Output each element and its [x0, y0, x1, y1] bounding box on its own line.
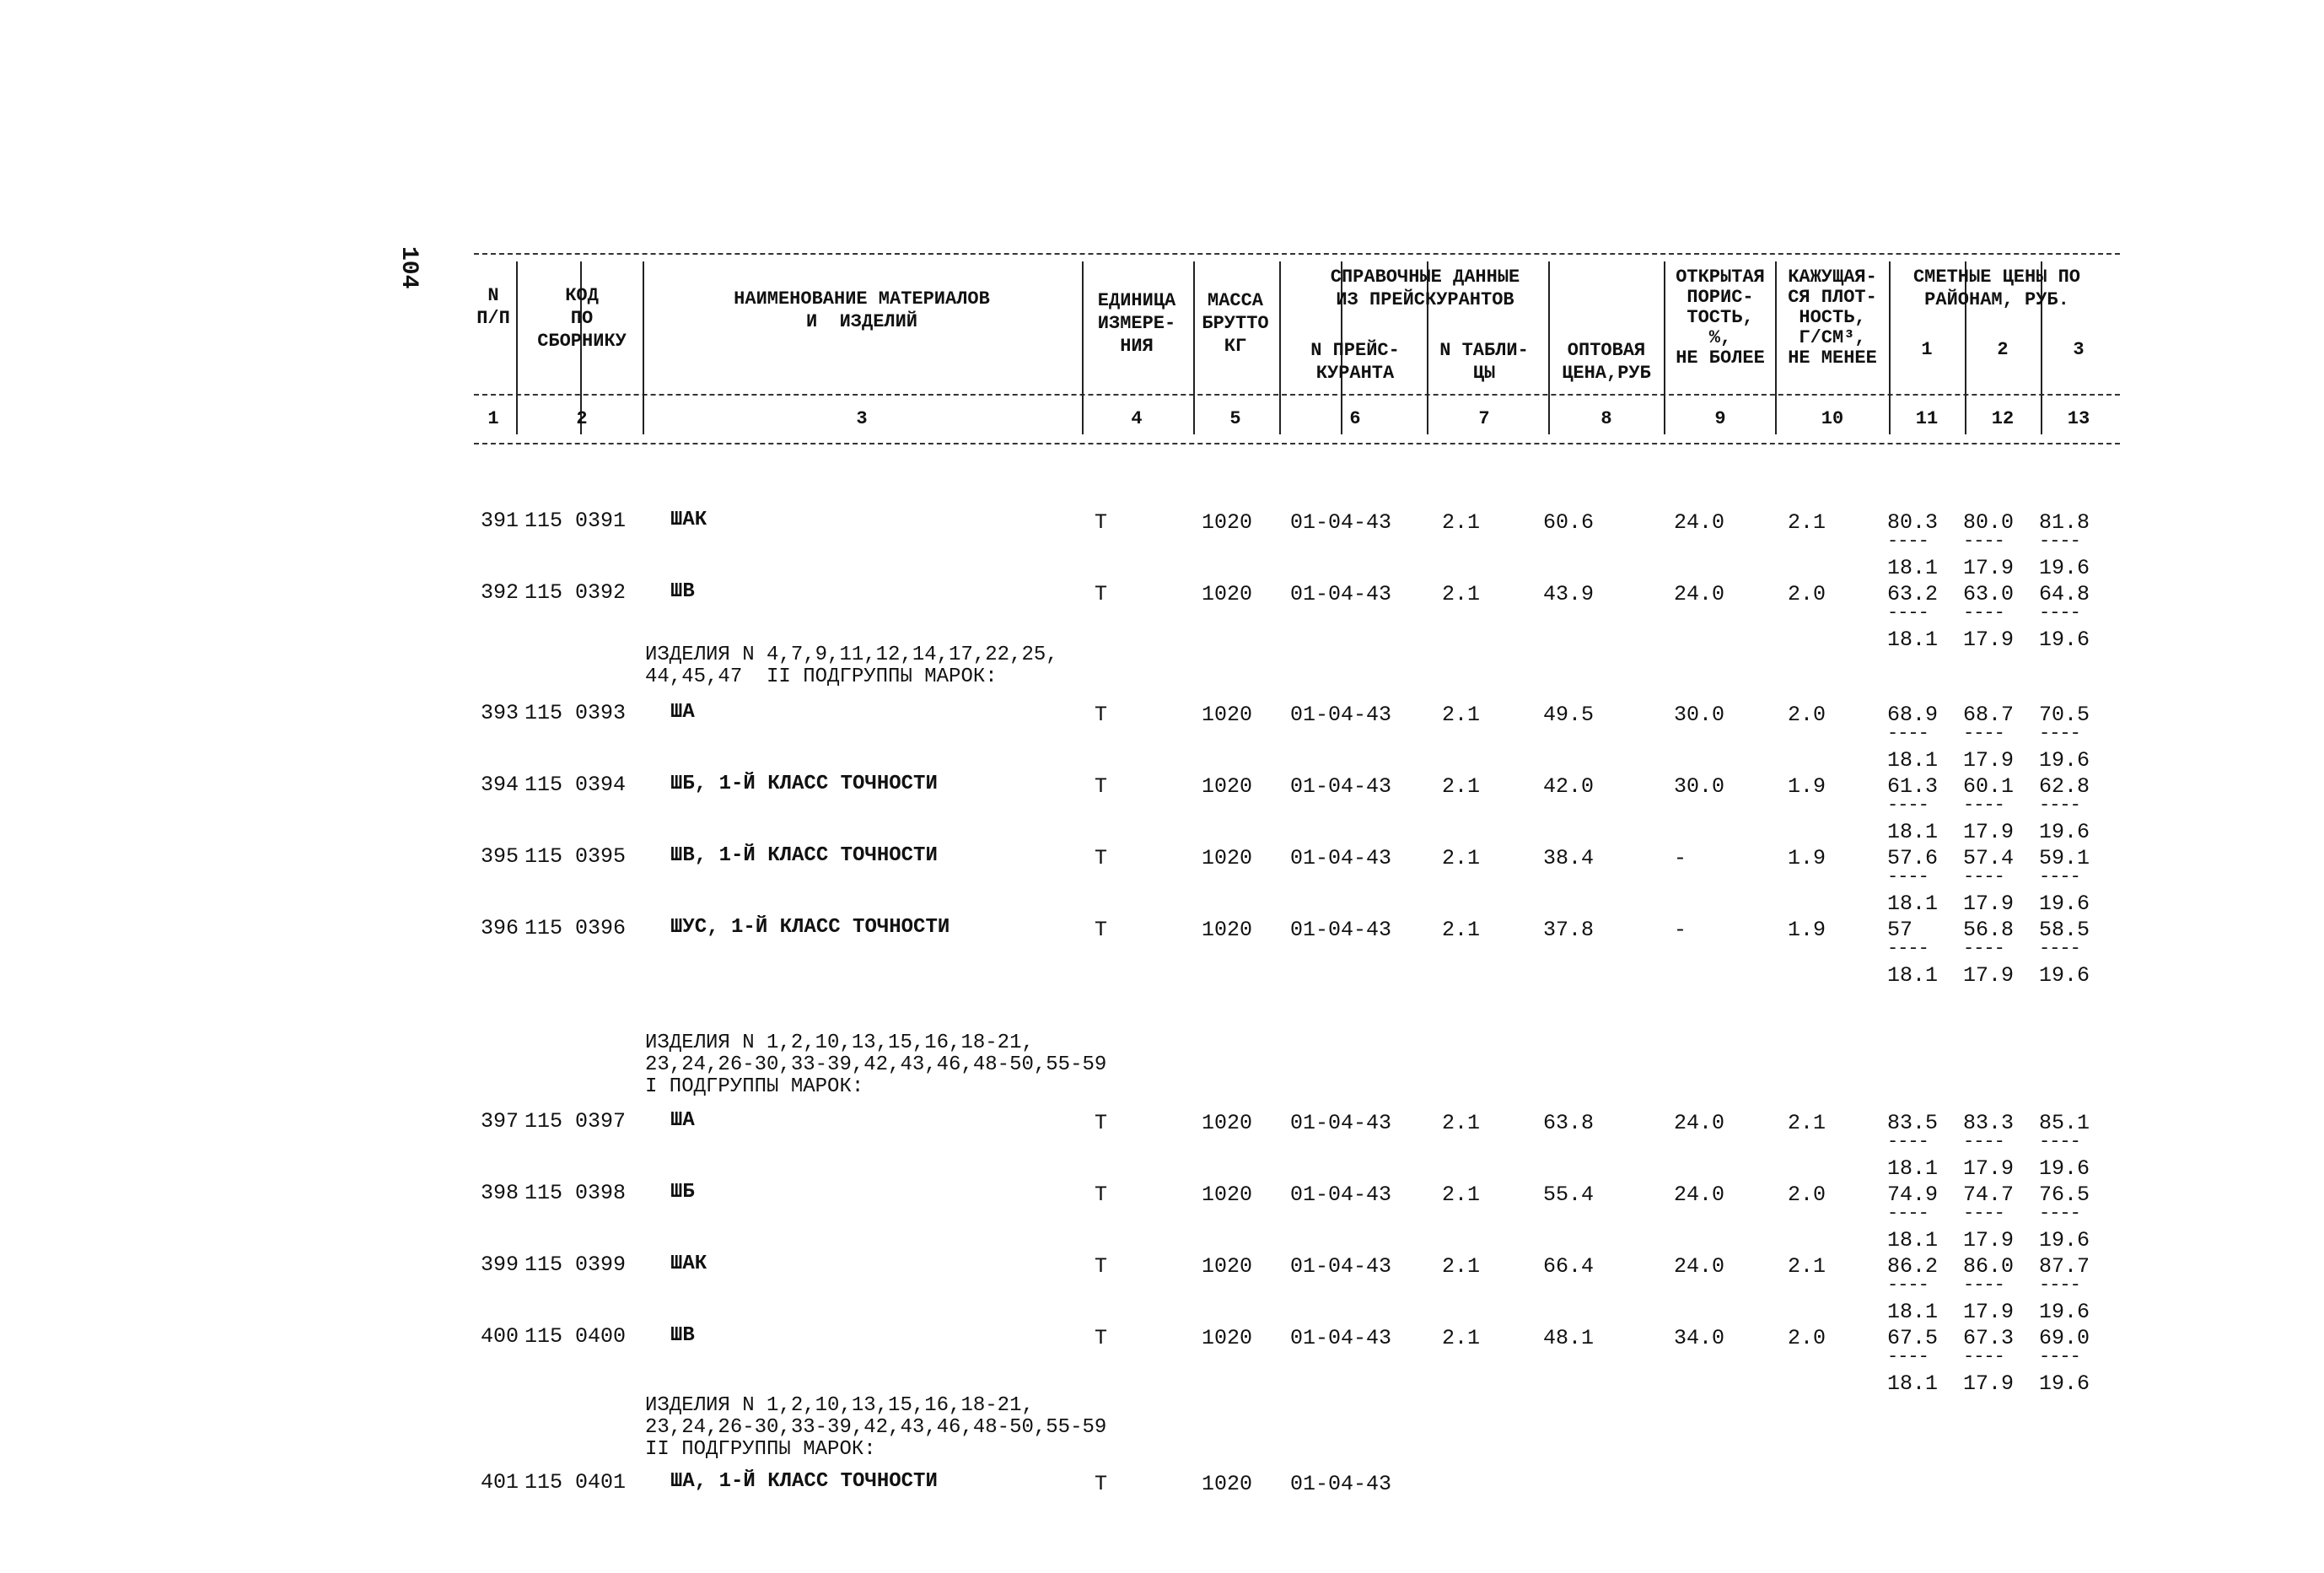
row-price-region: 58.5 [2039, 918, 2090, 942]
row-index: 401 [481, 1470, 519, 1495]
row-surcharge: 17.9 [1963, 963, 2015, 988]
header-col-pricelist: КУРАНТА [1315, 363, 1395, 384]
row-surcharge: 18.1 [1887, 748, 1939, 773]
header-col-mass: КГ [1224, 336, 1247, 357]
row-price-region: 61.3 [1887, 774, 1939, 799]
header-col-table: N ТАБЛИ- [1439, 340, 1529, 361]
row-table: 2.1 [1442, 582, 1481, 606]
header-col-index: П/П [476, 308, 510, 329]
row-price-region: 81.8 [2039, 510, 2090, 535]
row-pricelist: 01-04-43 [1290, 510, 1392, 535]
row-code: 115 0398 [525, 1181, 627, 1205]
row-index: 398 [481, 1181, 519, 1205]
row-code: 115 0396 [525, 916, 627, 940]
header-col-unit: ИЗМЕРЕ- [1097, 313, 1176, 334]
header-column-separator [1664, 261, 1665, 434]
row-surcharge: 19.6 [2039, 748, 2090, 773]
row-surcharge: 17.9 [1963, 1300, 2015, 1324]
fraction-bar: ---- [1887, 1346, 1929, 1367]
fraction-bar: ---- [1963, 1131, 2004, 1152]
row-mass: 1020 [1202, 1254, 1253, 1279]
header-column-number: 6 [1349, 408, 1361, 429]
row-price-region: 74.7 [1963, 1182, 2015, 1207]
row-index: 393 [481, 701, 519, 725]
header-group-reference: СПРАВОЧНЫЕ ДАННЫЕ [1330, 267, 1520, 288]
header-column-number: 12 [1991, 408, 2015, 429]
fraction-bar: ---- [1963, 1203, 2004, 1224]
header-col-density: СЯ ПЛОТ- [1788, 287, 1877, 308]
header-col-unit: ЕДИНИЦА [1097, 290, 1176, 311]
fraction-bar: ---- [1887, 795, 1929, 816]
row-table: 2.1 [1442, 1254, 1481, 1279]
header-bottom-rule [474, 443, 2120, 444]
header-column-number: 11 [1915, 408, 1939, 429]
header-col-code: ПО [570, 308, 594, 329]
row-surcharge: 19.6 [2039, 628, 2090, 652]
row-price-region: 68.7 [1963, 703, 2015, 727]
row-pricelist: 01-04-43 [1290, 918, 1392, 942]
row-price-region: 68.9 [1887, 703, 1939, 727]
header-price-region: 1 [1921, 339, 1933, 360]
row-index: 400 [481, 1324, 519, 1349]
row-price: 55.4 [1543, 1182, 1595, 1207]
row-code: 115 0394 [525, 773, 627, 797]
row-surcharge: 18.1 [1887, 820, 1939, 844]
row-porosity: - [1674, 846, 1687, 870]
row-surcharge: 17.9 [1963, 820, 2015, 844]
row-surcharge: 19.6 [2039, 556, 2090, 580]
header-col-name: НАИМЕНОВАНИЕ МАТЕРИАЛОВ [734, 288, 990, 310]
header-col-wholesale: ОПТОВАЯ [1567, 340, 1646, 361]
group-heading: 44,45,47 II ПОДГРУППЫ МАРОК: [645, 665, 998, 688]
header-column-separator [1082, 261, 1084, 434]
row-price-region: 85.1 [2039, 1111, 2090, 1135]
row-density: 2.1 [1788, 1254, 1826, 1279]
row-pricelist: 01-04-43 [1290, 846, 1392, 870]
row-surcharge: 18.1 [1887, 628, 1939, 652]
header-column-number: 8 [1600, 408, 1612, 429]
row-price-region: 63.2 [1887, 582, 1939, 606]
fraction-bar: ---- [1887, 531, 1929, 552]
row-surcharge: 18.1 [1887, 892, 1939, 916]
row-name: ШАК [670, 1252, 707, 1275]
row-density: 2.1 [1788, 510, 1826, 535]
row-table: 2.1 [1442, 510, 1481, 535]
fraction-bar: ---- [2039, 1274, 2080, 1296]
row-price: 48.1 [1543, 1326, 1595, 1350]
row-mass: 1020 [1202, 918, 1253, 942]
row-density: 2.0 [1788, 703, 1826, 727]
fraction-bar: ---- [2039, 602, 2080, 623]
row-unit: Т [1095, 846, 1108, 870]
header-mid-rule [474, 394, 2120, 396]
row-surcharge: 17.9 [1963, 748, 2015, 773]
fraction-bar: ---- [2039, 1131, 2080, 1152]
header-column-number: 3 [856, 408, 868, 429]
header-column-number: 4 [1131, 408, 1143, 429]
row-index: 391 [481, 509, 519, 533]
fraction-bar: ---- [2039, 723, 2080, 744]
header-column-number: 9 [1714, 408, 1726, 429]
row-code: 115 0395 [525, 844, 627, 869]
header-group-reference: ИЗ ПРЕЙСКУРАНТОВ [1336, 289, 1514, 310]
header-column-separator [1548, 261, 1550, 434]
row-unit: Т [1095, 774, 1108, 799]
group-heading: ИЗДЕЛИЯ N 1,2,10,13,15,16,18-21, [645, 1032, 1034, 1054]
fraction-bar: ---- [1963, 938, 2004, 959]
row-table: 2.1 [1442, 1111, 1481, 1135]
row-code: 115 0393 [525, 701, 627, 725]
row-code: 115 0401 [525, 1470, 627, 1495]
row-price-region: 63.0 [1963, 582, 2015, 606]
row-porosity: 30.0 [1674, 703, 1725, 727]
row-price: 38.4 [1543, 846, 1595, 870]
row-surcharge: 18.1 [1887, 1228, 1939, 1252]
row-pricelist: 01-04-43 [1290, 1182, 1392, 1207]
row-price-region: 57.6 [1887, 846, 1939, 870]
row-mass: 1020 [1202, 1326, 1253, 1350]
fraction-bar: ---- [1963, 866, 2004, 887]
header-column-number: 13 [2067, 408, 2090, 429]
fraction-bar: ---- [1963, 1274, 2004, 1296]
row-price-region: 86.0 [1963, 1254, 2015, 1279]
header-col-mass: МАССА [1207, 290, 1264, 311]
row-surcharge: 17.9 [1963, 1371, 2015, 1396]
row-unit: Т [1095, 1326, 1108, 1350]
row-surcharge: 18.1 [1887, 1156, 1939, 1181]
fraction-bar: ---- [1887, 1131, 1929, 1152]
row-price-region: 59.1 [2039, 846, 2090, 870]
row-mass: 1020 [1202, 582, 1253, 606]
fraction-bar: ---- [1887, 602, 1929, 623]
row-price-region: 57.4 [1963, 846, 2015, 870]
header-col-porosity: %, [1708, 327, 1732, 348]
header-col-mass: БРУТТО [1202, 313, 1269, 334]
row-surcharge: 18.1 [1887, 1300, 1939, 1324]
row-pricelist: 01-04-43 [1290, 774, 1392, 799]
row-unit: Т [1095, 918, 1108, 942]
header-column-separator [643, 261, 644, 434]
fraction-bar: ---- [1887, 938, 1929, 959]
header-col-porosity: ТОСТЬ, [1687, 307, 1754, 328]
group-heading: ИЗДЕЛИЯ N 4,7,9,11,12,14,17,22,25, [645, 644, 1058, 666]
row-mass: 1020 [1202, 703, 1253, 727]
row-name: ШВ [670, 580, 695, 603]
row-table: 2.1 [1442, 1182, 1481, 1207]
row-price: 43.9 [1543, 582, 1595, 606]
page-number: 104 [395, 246, 422, 289]
header-col-density: Г/СМ³, [1799, 327, 1866, 348]
row-name: ША [670, 701, 695, 724]
group-heading: I ПОДГРУППЫ МАРОК: [645, 1075, 864, 1098]
row-mass: 1020 [1202, 1472, 1253, 1496]
row-porosity: - [1674, 918, 1687, 942]
header-column-number: 7 [1478, 408, 1490, 429]
row-pricelist: 01-04-43 [1290, 582, 1392, 606]
row-unit: Т [1095, 510, 1108, 535]
row-density: 2.0 [1788, 1326, 1826, 1350]
row-table: 2.1 [1442, 846, 1481, 870]
row-code: 115 0391 [525, 509, 627, 533]
row-price-region: 80.0 [1963, 510, 2015, 535]
fraction-bar: ---- [2039, 866, 2080, 887]
row-pricelist: 01-04-43 [1290, 1254, 1392, 1279]
row-surcharge: 19.6 [2039, 963, 2090, 988]
row-price-region: 70.5 [2039, 703, 2090, 727]
fraction-bar: ---- [1963, 795, 2004, 816]
row-surcharge: 17.9 [1963, 1228, 2015, 1252]
header-column-separator [516, 261, 518, 434]
row-name: ШВ [670, 1324, 695, 1347]
row-surcharge: 17.9 [1963, 892, 2015, 916]
row-surcharge: 19.6 [2039, 1300, 2090, 1324]
fraction-bar: ---- [2039, 1346, 2080, 1367]
row-name: ША [670, 1109, 695, 1132]
row-surcharge: 19.6 [2039, 1228, 2090, 1252]
row-pricelist: 01-04-43 [1290, 703, 1392, 727]
row-name: ШАК [670, 509, 707, 531]
header-price-region: 2 [1997, 339, 2009, 360]
header-price-region: 3 [2073, 339, 2085, 360]
row-price-region: 86.2 [1887, 1254, 1939, 1279]
row-pricelist: 01-04-43 [1290, 1326, 1392, 1350]
header-col-density: КАЖУЩАЯ- [1788, 267, 1877, 288]
row-mass: 1020 [1202, 1111, 1253, 1135]
header-col-density: НЕ МЕНЕЕ [1788, 347, 1877, 369]
row-price-region: 74.9 [1887, 1182, 1939, 1207]
row-code: 115 0400 [525, 1324, 627, 1349]
row-mass: 1020 [1202, 846, 1253, 870]
row-table: 2.1 [1442, 703, 1481, 727]
header-col-wholesale: ЦЕНА,РУБ [1562, 363, 1651, 384]
row-index: 396 [481, 916, 519, 940]
group-heading: 23,24,26-30,33-39,42,43,46,48-50,55-59 [645, 1053, 1107, 1076]
row-unit: Т [1095, 1254, 1108, 1279]
row-surcharge: 17.9 [1963, 556, 2015, 580]
header-column-separator [1279, 261, 1281, 434]
row-price-region: 80.3 [1887, 510, 1939, 535]
row-name: ШБ [670, 1181, 695, 1204]
group-heading: II ПОДГРУППЫ МАРОК: [645, 1438, 876, 1461]
header-col-density: НОСТЬ, [1799, 307, 1866, 328]
row-density: 2.0 [1788, 1182, 1826, 1207]
row-price-region: 83.3 [1963, 1111, 2015, 1135]
row-name: ШУС, 1-Й КЛАСС ТОЧНОСТИ [670, 916, 950, 939]
row-price: 60.6 [1543, 510, 1595, 535]
header-col-unit: НИЯ [1120, 336, 1154, 357]
fraction-bar: ---- [1887, 723, 1929, 744]
row-name: ШБ, 1-Й КЛАСС ТОЧНОСТИ [670, 773, 938, 795]
fraction-bar: ---- [1887, 1203, 1929, 1224]
header-col-porosity: ОТКРЫТАЯ [1676, 267, 1765, 288]
row-porosity: 24.0 [1674, 1254, 1725, 1279]
row-mass: 1020 [1202, 774, 1253, 799]
header-group-prices: РАЙОНАМ, РУБ. [1924, 289, 2069, 310]
row-surcharge: 19.6 [2039, 892, 2090, 916]
row-surcharge: 17.9 [1963, 628, 2015, 652]
row-index: 397 [481, 1109, 519, 1134]
fraction-bar: ---- [2039, 531, 2080, 552]
fraction-bar: ---- [2039, 1203, 2080, 1224]
row-surcharge: 19.6 [2039, 1156, 2090, 1181]
row-code: 115 0392 [525, 580, 627, 605]
row-table: 2.1 [1442, 918, 1481, 942]
row-price-region: 64.8 [2039, 582, 2090, 606]
row-price-region: 67.5 [1887, 1326, 1939, 1350]
row-surcharge: 17.9 [1963, 1156, 2015, 1181]
group-heading: 23,24,26-30,33-39,42,43,46,48-50,55-59 [645, 1416, 1107, 1439]
header-col-table: ЦЫ [1472, 363, 1496, 384]
row-index: 399 [481, 1252, 519, 1277]
row-index: 392 [481, 580, 519, 605]
row-price-region: 60.1 [1963, 774, 2015, 799]
header-column-number: 2 [576, 408, 588, 429]
row-unit: Т [1095, 1182, 1108, 1207]
fraction-bar: ---- [2039, 795, 2080, 816]
group-heading: ИЗДЕЛИЯ N 1,2,10,13,15,16,18-21, [645, 1394, 1034, 1417]
row-table: 2.1 [1442, 774, 1481, 799]
header-column-separator [1889, 261, 1891, 434]
fraction-bar: ---- [2039, 938, 2080, 959]
row-surcharge: 18.1 [1887, 1371, 1939, 1396]
row-surcharge: 19.6 [2039, 820, 2090, 844]
header-column-number: 10 [1821, 408, 1844, 429]
row-mass: 1020 [1202, 1182, 1253, 1207]
row-price: 63.8 [1543, 1111, 1595, 1135]
header-column-number: 5 [1229, 408, 1241, 429]
row-price-region: 67.3 [1963, 1326, 2015, 1350]
header-col-code: СБОРНИКУ [537, 331, 627, 352]
row-density: 2.1 [1788, 1111, 1826, 1135]
fraction-bar: ---- [1963, 723, 2004, 744]
row-density: 2.0 [1788, 582, 1826, 606]
row-price: 37.8 [1543, 918, 1595, 942]
row-density: 1.9 [1788, 846, 1826, 870]
row-surcharge: 18.1 [1887, 556, 1939, 580]
header-col-code: КОД [565, 285, 599, 306]
fraction-bar: ---- [1887, 1274, 1929, 1296]
row-unit: Т [1095, 1111, 1108, 1135]
row-density: 1.9 [1788, 774, 1826, 799]
row-index: 394 [481, 773, 519, 797]
row-density: 1.9 [1788, 918, 1826, 942]
row-surcharge: 19.6 [2039, 1371, 2090, 1396]
row-price: 66.4 [1543, 1254, 1595, 1279]
fraction-bar: ---- [1963, 602, 2004, 623]
row-surcharge: 18.1 [1887, 963, 1939, 988]
header-column-separator [1775, 261, 1777, 434]
row-index: 395 [481, 844, 519, 869]
header-col-name: И ИЗДЕЛИЙ [805, 311, 918, 332]
header-col-porosity: НЕ БОЛЕЕ [1676, 347, 1765, 369]
row-unit: Т [1095, 703, 1108, 727]
row-table: 2.1 [1442, 1326, 1481, 1350]
fraction-bar: ---- [1963, 531, 2004, 552]
row-price-region: 57 [1887, 918, 1913, 942]
row-unit: Т [1095, 582, 1108, 606]
header-top-rule [474, 253, 2120, 255]
fraction-bar: ---- [1963, 1346, 2004, 1367]
row-name: ША, 1-Й КЛАСС ТОЧНОСТИ [670, 1470, 938, 1493]
row-porosity: 24.0 [1674, 1182, 1725, 1207]
header-col-pricelist: N ПРЕЙС- [1310, 340, 1400, 361]
row-porosity: 34.0 [1674, 1326, 1725, 1350]
row-price-region: 56.8 [1963, 918, 2015, 942]
row-porosity: 24.0 [1674, 582, 1725, 606]
header-col-index: N [487, 285, 499, 306]
row-price-region: 83.5 [1887, 1111, 1939, 1135]
row-porosity: 24.0 [1674, 1111, 1725, 1135]
header-column-number: 1 [487, 408, 499, 429]
row-unit: Т [1095, 1472, 1108, 1496]
row-mass: 1020 [1202, 510, 1253, 535]
row-porosity: 30.0 [1674, 774, 1725, 799]
row-code: 115 0399 [525, 1252, 627, 1277]
header-group-prices: СМЕТНЫЕ ЦЕНЫ ПО [1912, 267, 2081, 288]
header-col-porosity: ПОРИС- [1687, 287, 1754, 308]
row-code: 115 0397 [525, 1109, 627, 1134]
fraction-bar: ---- [1887, 866, 1929, 887]
row-price-region: 87.7 [2039, 1254, 2090, 1279]
row-price-region: 62.8 [2039, 774, 2090, 799]
row-pricelist: 01-04-43 [1290, 1111, 1392, 1135]
row-price-region: 69.0 [2039, 1326, 2090, 1350]
row-price: 42.0 [1543, 774, 1595, 799]
row-price-region: 76.5 [2039, 1182, 2090, 1207]
row-pricelist: 01-04-43 [1290, 1472, 1392, 1496]
row-porosity: 24.0 [1674, 510, 1725, 535]
row-name: ШВ, 1-Й КЛАСС ТОЧНОСТИ [670, 844, 938, 867]
header-column-separator [1193, 261, 1195, 434]
row-price: 49.5 [1543, 703, 1595, 727]
